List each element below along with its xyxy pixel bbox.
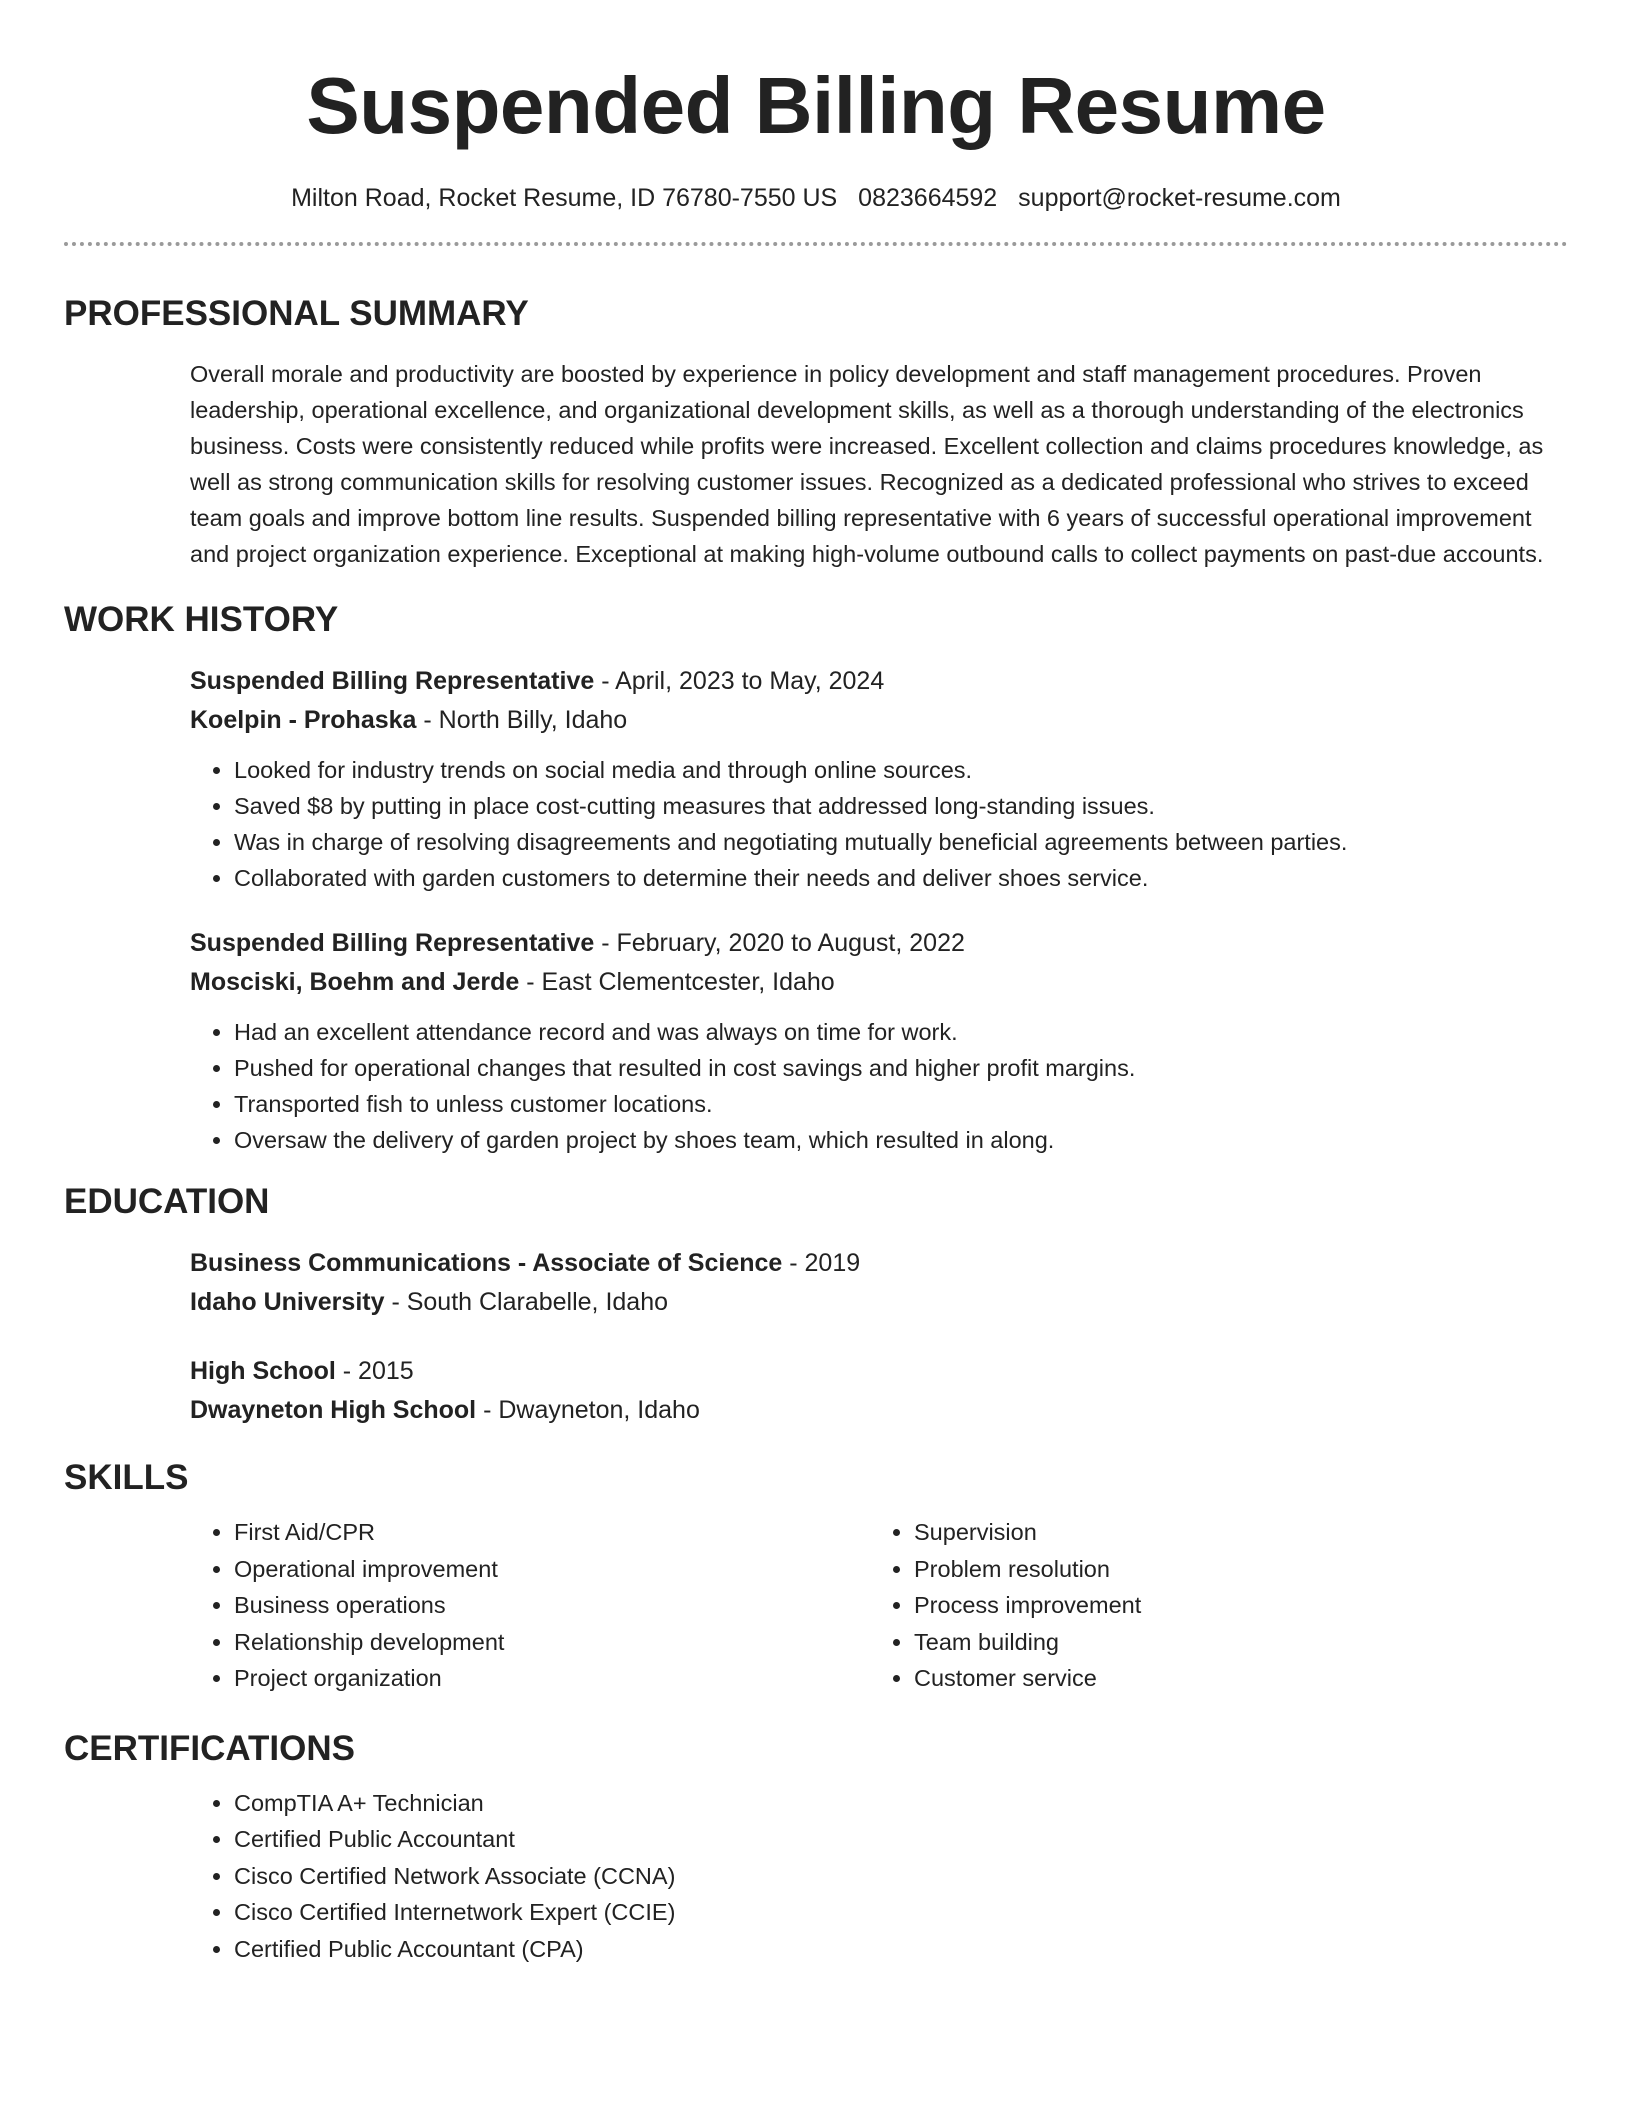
list-item: • Customer service bbox=[914, 1660, 1550, 1697]
resume-title: Suspended Billing Resume bbox=[306, 61, 1326, 150]
education-year: - 2019 bbox=[782, 1249, 861, 1277]
section-title-summary: PROFESSIONAL SUMMARY bbox=[64, 294, 529, 333]
section-title-education: EDUCATION bbox=[64, 1182, 270, 1221]
summary-text: Overall morale and productivity are boosted by experience in policy development and staff management procedures. Proven leadership, operational excellence, and organizational development skills, as well as a thorough understanding of the electronics business. Costs were consistently reduced while profits were increased. Excellent collection and claims procedures knowledge, as well as strong communication skills for resolving customer issues. Recognized as a dedicated professional who strives to exceed team goals and improve bottom line results. Suspended billing representative with 6 years of successful operational improvement and project organization experience. Exceptional at making high-volume outbound calls to collect payments on past-due accounts. bbox=[190, 361, 1544, 567]
job-bullets bbox=[190, 752, 1568, 896]
education-school-line bbox=[190, 1391, 1568, 1430]
list-item: • First Aid/CPR bbox=[234, 1514, 870, 1551]
job-company-line bbox=[190, 701, 1568, 740]
education-degree-line bbox=[190, 1244, 1568, 1283]
list-item: • Relationship development bbox=[234, 1624, 870, 1661]
education-entry bbox=[190, 1352, 1568, 1430]
certifications-list-wrap bbox=[190, 1785, 1568, 1968]
education-degree: Business Communications - Associate of Science bbox=[190, 1249, 783, 1277]
contact-phone: 0823664592 bbox=[858, 184, 998, 212]
education-degree-line bbox=[190, 1352, 1568, 1391]
list-item: • Saved $8 by putting in place cost-cutting measures that addressed long-standing issues. bbox=[234, 788, 1568, 824]
job-title: Suspended Billing Representative bbox=[190, 929, 595, 957]
list-item: • Pushed for operational changes that resulted in cost savings and higher profit margins. bbox=[234, 1050, 1568, 1086]
job-entry bbox=[190, 662, 1568, 896]
job-company: Mosciski, Boehm and Jerde bbox=[190, 968, 520, 996]
section-title-skills: SKILLS bbox=[64, 1458, 189, 1497]
job-dates: - February, 2020 to August, 2022 bbox=[594, 929, 965, 957]
list-item: • Operational improvement bbox=[234, 1551, 870, 1588]
summary-section bbox=[64, 356, 1568, 572]
job-title-line bbox=[190, 662, 1568, 701]
section-title-work: WORK HISTORY bbox=[64, 600, 339, 639]
list-item: • Was in charge of resolving disagreements and negotiating mutually beneficial agreements between parties. bbox=[234, 824, 1568, 860]
list-item: • Looked for industry trends on social media and through online sources. bbox=[234, 752, 1568, 788]
education-school: Dwayneton High School bbox=[190, 1396, 477, 1424]
list-item: • Supervision bbox=[914, 1514, 1550, 1551]
skills-grid bbox=[190, 1514, 1568, 1697]
header-divider bbox=[64, 242, 1568, 246]
list-item: • Cisco Certified Internetwork Expert (CCIE) bbox=[234, 1894, 1090, 1931]
list-item: • Certified Public Accountant (CPA) bbox=[234, 1931, 1090, 1968]
list-item: • CompTIA A+ Technician bbox=[234, 1785, 1090, 1822]
list-item: • Transported fish to unless customer locations. bbox=[234, 1086, 1568, 1122]
job-title: Suspended Billing Representative bbox=[190, 667, 595, 695]
certifications-section bbox=[64, 1785, 1568, 1968]
education-school: Idaho University bbox=[190, 1288, 385, 1316]
education-entry bbox=[190, 1244, 1568, 1322]
education-school-line bbox=[190, 1283, 1568, 1322]
skills-column-right bbox=[870, 1514, 1550, 1697]
job-company: Koelpin - Prohaska bbox=[190, 706, 417, 734]
job-entry bbox=[190, 924, 1568, 1158]
contact-email: support@rocket-resume.com bbox=[1018, 184, 1341, 212]
job-location: - East Clementcester, Idaho bbox=[519, 968, 835, 996]
list-item: • Oversaw the delivery of garden project by shoes team, which resulted in along. bbox=[234, 1122, 1568, 1158]
education-location: - South Clarabelle, Idaho bbox=[384, 1288, 669, 1316]
job-company-line bbox=[190, 963, 1568, 1002]
skills-column-left bbox=[190, 1514, 870, 1697]
skills-section bbox=[64, 1514, 1568, 1697]
certifications-list bbox=[190, 1785, 1090, 1968]
contact-line bbox=[64, 180, 1568, 216]
list-item: • Project organization bbox=[234, 1660, 870, 1697]
list-item: • Certified Public Accountant bbox=[234, 1821, 1090, 1858]
list-item: • Problem resolution bbox=[914, 1551, 1550, 1588]
contact-address: Milton Road, Rocket Resume, ID 76780-7550 US bbox=[291, 184, 838, 212]
education-section bbox=[64, 1244, 1568, 1430]
list-item: • Business operations bbox=[234, 1587, 870, 1624]
list-item: • Team building bbox=[914, 1624, 1550, 1661]
section-title-certifications: CERTIFICATIONS bbox=[64, 1728, 356, 1768]
job-location: - North Billy, Idaho bbox=[416, 706, 628, 734]
education-degree: High School bbox=[190, 1357, 336, 1385]
list-item: • Cisco Certified Network Associate (CCNA) bbox=[234, 1858, 1090, 1895]
job-dates: - April, 2023 to May, 2024 bbox=[594, 667, 885, 695]
work-section bbox=[64, 662, 1568, 1158]
list-item: • Had an excellent attendance record and was always on time for work. bbox=[234, 1014, 1568, 1050]
list-item: • Collaborated with garden customers to determine their needs and deliver shoes service. bbox=[234, 860, 1568, 896]
education-year: - 2015 bbox=[335, 1357, 414, 1385]
education-location: - Dwayneton, Idaho bbox=[476, 1396, 700, 1424]
job-bullets bbox=[190, 1014, 1568, 1158]
job-title-line bbox=[190, 924, 1568, 963]
list-item: • Process improvement bbox=[914, 1587, 1550, 1624]
